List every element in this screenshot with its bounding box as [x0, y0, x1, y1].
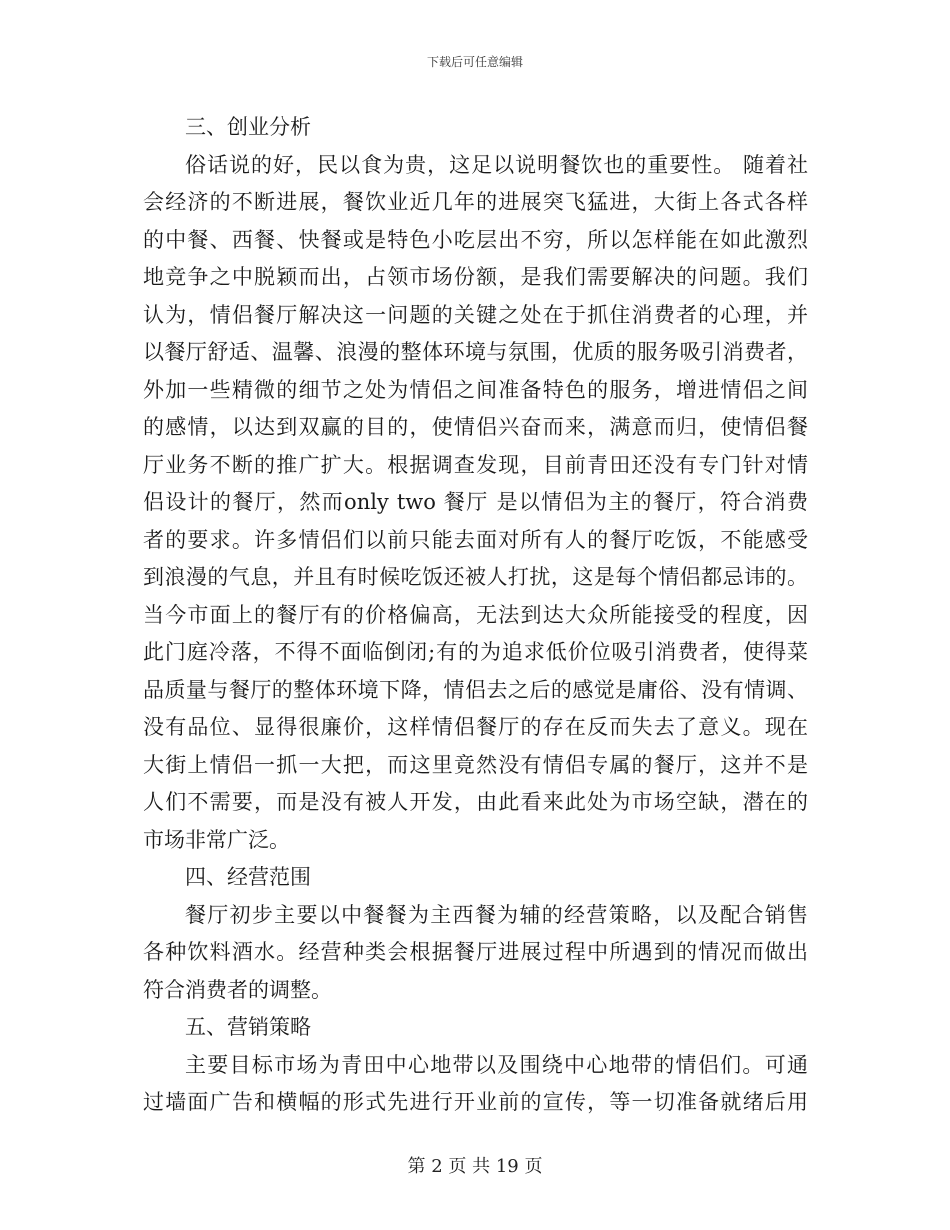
- paragraph-line: 的感情，以达到双赢的目的，使情侣兴奋而来，满意而归，使情侣餐: [143, 415, 808, 439]
- document-body: [143, 109, 808, 1122]
- paragraph-line: 当今市面上的餐厅有的价格偏高，无法到达大众所能接受的程度，因: [143, 602, 808, 627]
- paragraph-line: 者的要求。许多情侣们以前只能去面对所有人的餐厅吃饭，不能感受: [143, 527, 808, 552]
- paragraph-line: 认为，情侣餐厅解决这一问题的关键之处在于抓住消费者的心理，并: [143, 302, 808, 327]
- paragraph-line: 到浪漫的气息，并且有时候吃饭还被人打扰，这是每个情侣都忌讳的。: [143, 565, 808, 589]
- paragraph-line: 品质量与餐厅的整体环境下降，情侣去之后的感觉是庸俗、没有情调、: [143, 677, 808, 702]
- paragraph-line: 会经济的不断进展，餐饮业近几年的进展突飞猛进，大街上各式各样: [143, 190, 808, 214]
- paragraph-line: 的中餐、西餐、快餐或是特色小吃层出不穷，所以怎样能在如此激烈: [143, 227, 808, 252]
- paragraph-line: 餐厅初步主要以中餐餐为主西餐为辅的经营策略，以及配合销售: [185, 902, 808, 927]
- paragraph-line: 外加一些精微的细节之处为情侣之间准备特色的服务，增进情侣之间: [143, 377, 808, 402]
- page-number-footer: 第 2 页 共 19 页: [407, 1156, 543, 1177]
- paragraph-line: 地竞争之中脱颖而出，占领市场份额，是我们需要解决的问题。我们: [143, 265, 808, 289]
- paragraph-line: 主要目标市场为青田中心地带以及围绕中心地带的情侣们。可通: [185, 1052, 808, 1077]
- paragraph-line: 大街上情侣一抓一大把，而这里竟然没有情侣专属的餐厅，这并不是: [143, 752, 808, 777]
- paragraph-line: 以餐厅舒适、温馨、浪漫的整体环境与氛围，优质的服务吸引消费者，: [143, 340, 808, 364]
- page-header: 下载后可任意编辑: [426, 55, 523, 69]
- section-heading-business-scope: 四、经营范围: [185, 865, 311, 889]
- paragraph-line: 人们不需要，而是没有被人开发，由此看来此处为市场空缺，潜在的: [143, 790, 808, 814]
- paragraph-line: 此门庭冷落，不得不面临倒闭;有的为追求低价位吸引消费者，使得菜: [143, 640, 808, 664]
- paragraph-line-end: 市场非常广泛。: [143, 827, 290, 852]
- section-heading-startup-analysis: 三、创业分析: [185, 115, 311, 139]
- paragraph-line-end: 符合消费者的调整。: [143, 977, 332, 1002]
- paragraph-line: 侣设计的餐厅，然而only two 餐厅 是以情侣为主的餐厅，符合消费: [143, 490, 808, 514]
- paragraph-line: 各种饮料酒水。经营种类会根据餐厅进展过程中所遇到的情况而做出: [143, 940, 808, 964]
- section-heading-marketing-strategy: 五、营销策略: [185, 1015, 311, 1039]
- paragraph-line: 俗话说的好，民以食为贵，这足以说明餐饮也的重要性。 随着社: [185, 152, 808, 177]
- paragraph-line: 过墙面广告和横幅的形式先进行开业前的宣传，等一切准备就绪后用: [143, 1090, 808, 1114]
- paragraph-line: 没有品位、显得很廉价，这样情侣餐厅的存在反而失去了意义。现在: [143, 715, 808, 739]
- paragraph-line: 厅业务不断的推广扩大。根据调查发现，目前青田还没有专门针对情: [143, 452, 808, 477]
